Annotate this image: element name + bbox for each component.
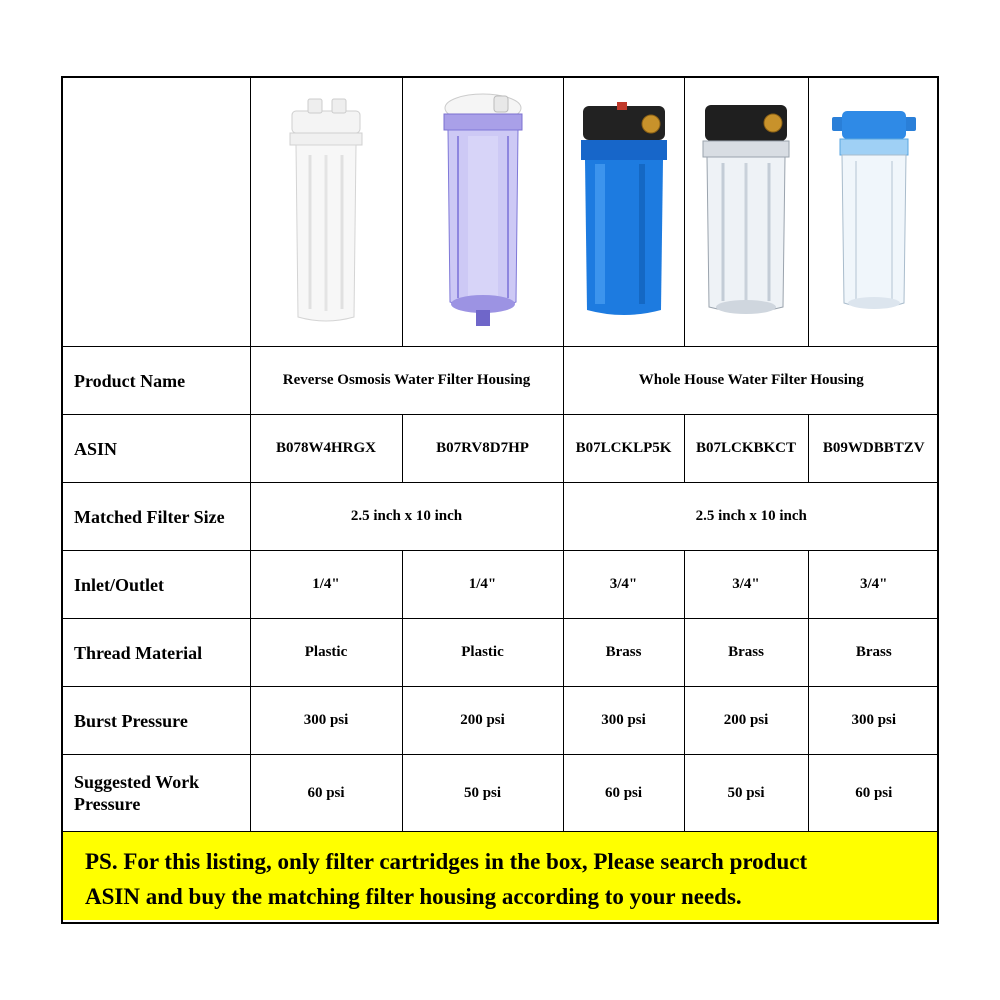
burst-pressure-row: [63, 687, 939, 755]
row-label: Burst Pressure: [63, 687, 250, 755]
work-pressure-cell: 60 psi: [563, 755, 684, 832]
row-label: ASIN: [63, 415, 250, 483]
burst-pressure-cell: 200 psi: [684, 687, 808, 755]
thread-material-cell: Brass: [563, 619, 684, 687]
asin-cell: B07LCKBKCT: [684, 415, 808, 483]
thread-material-cell: Plastic: [402, 619, 563, 687]
blue-whole-house-housing-icon: [579, 102, 669, 322]
product-image-cell: [402, 78, 563, 347]
thread-material-cell: Brass: [684, 619, 808, 687]
matched-filter-size-row: [63, 483, 939, 551]
white-ro-housing-icon: [286, 97, 366, 327]
burst-pressure-cell: 300 psi: [563, 687, 684, 755]
work-pressure-cell: 60 psi: [250, 755, 402, 832]
asin-cell: B07LCKLP5K: [563, 415, 684, 483]
ro-filter-size: 2.5 inch x 10 inch: [250, 483, 563, 551]
product-image-cell: [563, 78, 684, 347]
comparison-table: [63, 78, 939, 832]
wh-product-name: Whole House Water Filter Housing: [563, 347, 939, 415]
suggested-work-pressure-row: [63, 755, 939, 832]
inlet-outlet-cell: 3/4": [563, 551, 684, 619]
clear-purple-ro-housing-icon: [438, 92, 528, 332]
burst-pressure-cell: 300 psi: [808, 687, 939, 755]
inlet-outlet-cell: 1/4": [250, 551, 402, 619]
ps-note: [63, 832, 937, 920]
clear-black-cap-housing-icon: [699, 101, 793, 323]
product-image-cell: [808, 78, 939, 347]
inlet-outlet-cell: 3/4": [684, 551, 808, 619]
row-label: Inlet/Outlet: [63, 551, 250, 619]
inlet-outlet-row: [63, 551, 939, 619]
thread-material-cell: Plastic: [250, 619, 402, 687]
inlet-outlet-cell: 3/4": [808, 551, 939, 619]
row-label: Product Name: [63, 347, 250, 415]
asin-cell: B09WDBBTZV: [808, 415, 939, 483]
image-row: [63, 78, 939, 347]
wh-filter-size: 2.5 inch x 10 inch: [563, 483, 939, 551]
ro-product-name: Reverse Osmosis Water Filter Housing: [250, 347, 563, 415]
thread-material-row: [63, 619, 939, 687]
asin-row: [63, 415, 939, 483]
thread-material-cell: Brass: [808, 619, 939, 687]
row-label: Suggested Work Pressure: [63, 755, 250, 832]
burst-pressure-cell: 200 psi: [402, 687, 563, 755]
burst-pressure-cell: 300 psi: [250, 687, 402, 755]
product-name-row: [63, 347, 939, 415]
comparison-sheet: [61, 76, 939, 924]
ps-note-line-1: PS. For this listing, only filter cartridges in the box, Please search product: [85, 849, 808, 874]
ps-note-line-2: ASIN and buy the matching filter housing according to your needs.: [85, 884, 742, 909]
asin-cell: B078W4HRGX: [250, 415, 402, 483]
row-label: Matched Filter Size: [63, 483, 250, 551]
work-pressure-cell: 60 psi: [808, 755, 939, 832]
inlet-outlet-cell: 1/4": [402, 551, 563, 619]
empty-corner-cell: [63, 78, 250, 347]
row-label: Thread Material: [63, 619, 250, 687]
work-pressure-cell: 50 psi: [402, 755, 563, 832]
asin-cell: B07RV8D7HP: [402, 415, 563, 483]
work-pressure-cell: 50 psi: [684, 755, 808, 832]
clear-blue-cap-housing-icon: [832, 107, 916, 317]
product-image-cell: [250, 78, 402, 347]
product-image-cell: [684, 78, 808, 347]
